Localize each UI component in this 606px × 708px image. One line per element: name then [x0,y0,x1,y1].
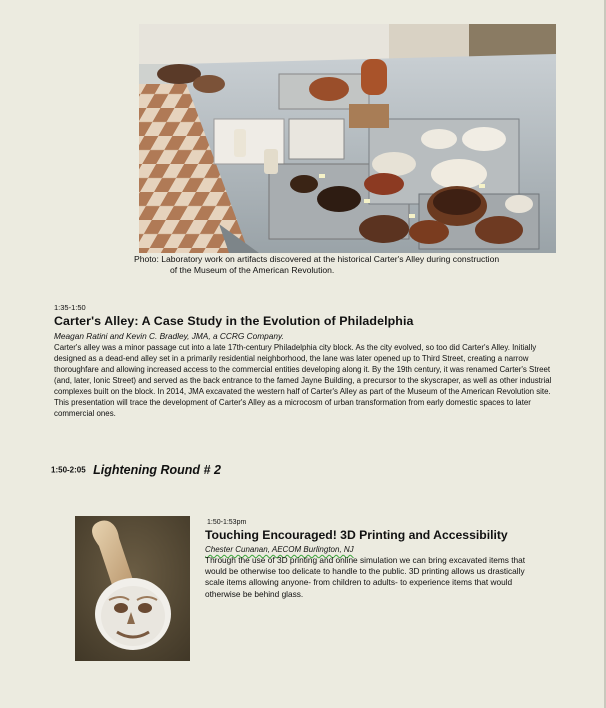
talk1-time: 1:35-1:50 [54,303,86,312]
talk1-authors: Meagan Ratini and Kevin C. Bradley, JMA, a CCRG Company. [54,331,284,341]
lightning-round-title: Lightening Round # 2 [93,462,221,477]
lab-photo [139,24,556,253]
caption-line-2: of the Museum of the American Revolution. [170,265,335,275]
lightning-round-heading [51,461,221,479]
caption-line-1: Photo: Laboratory work on artifacts discovered at the historical Carter's Alley during construction [134,254,500,264]
talk2-time: 1:50-1:53pm [207,519,247,526]
talk2-abstract: Through the use of 3D printing and online simulation we can bring excavated items that would be otherwise too delicate to handle to the public. 3D printing allows us drastically scale items allowing anyone- from children to adults- to experience items that would otherwise be behind glass. [205,555,526,599]
talk2-authors: Chester Cunanan, AECOM Burlington, NJ [205,545,354,554]
talk2-title: Touching Encouraged! 3D Printing and Accessibility [205,528,508,542]
lightning-round-time: 1:50-2:05 [51,465,86,475]
talk1-abstract: Carter's alley was a minor passage cut into a late 17th-century Philadelphia city block. As the city evolved, so too did Carter's Alley. Initially designed as a dead-end alley set in a primarily residential neighborhood, the lane was later opened up to Third Street, creating a narrow thoroughfare and allowing increased access to the commercial entities developing along it. By the 19th century, it was renamed Carter's Street (and, later, Ionic Street) and served as the back entrance to the famed Jayne Building, a precursor to the skyscraper, as well as other industrial complexes built on the block. In 2014, JMA excavated the western half of Carter's Alley as part of the Museum of the American Revolution site. This presentation will trace the development of Carter's Alley as a microcosm of urban transformation from early domestic spaces to later commercial ones. [54,343,552,418]
talk1-title: Carter's Alley: A Case Study in the Evolution of Philadelphia [54,314,414,328]
artifact-3d-print-photo [75,516,190,661]
photo-caption [134,254,564,276]
